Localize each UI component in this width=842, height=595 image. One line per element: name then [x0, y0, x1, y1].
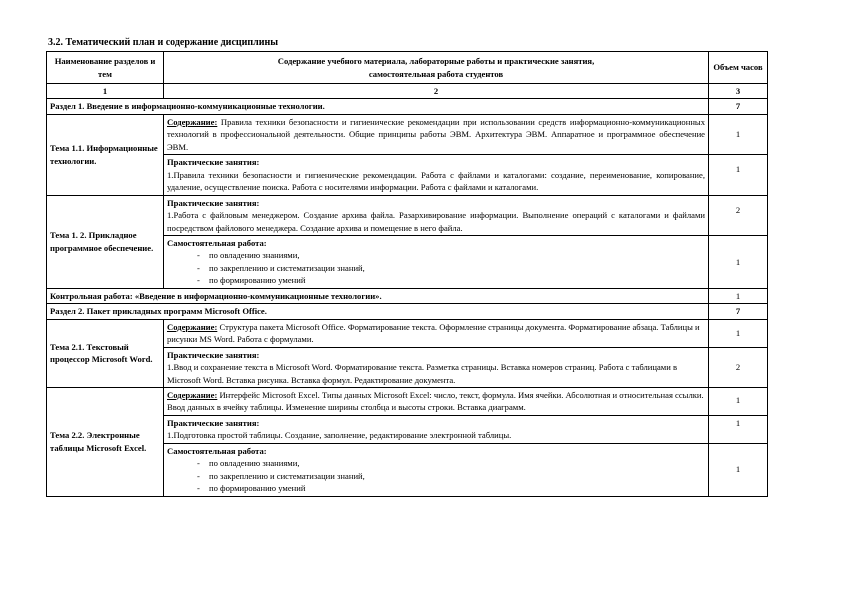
table-row: [47, 195, 768, 235]
topic-2-1-practice-hours: 2: [709, 347, 768, 387]
topic-2-1-content-hours: 1: [709, 319, 768, 347]
control-work-hours: 1: [709, 288, 768, 303]
practice-text: 1.Работа с файловым менеджером. Создание архива файла. Разархивирование информации. Выполнение операций с каталогами и файлами посредством файлового менеджера. Создание архива и помещение в него файла.: [167, 210, 705, 233]
topic-2-2-practice: [164, 415, 709, 443]
self-work-label: Самостоятельная работа:: [167, 237, 267, 248]
content-text: Правила техники безопасности и гигиенические рекомендации при использовании средств информационно-коммуникационных технологий в профессиональной деятельности. Общие принципы работы ЭВМ. Архитектура ЭВМ. Аппаратное и программное обеспечение ЭВМ.: [167, 116, 705, 152]
content-label: Содержание:: [167, 389, 218, 400]
section1-title: Раздел 1. Введение в информационно-коммуникационные технологии.: [47, 99, 709, 114]
content-text: Интерфейс Microsoft Excel. Типы данных Microsoft Excel: число, текст, формула. Имя ячейки. Абсолютная и относительная ссылки. Ввод данных в ячейку таблицы. Изменение ширины столбца и высоты строки. Вставка диаграмм.: [167, 389, 704, 413]
section-row: [47, 304, 768, 319]
header-hours: Объем часов: [709, 52, 768, 84]
practice-text: 1.Ввод и сохранение текста в Microsoft Word. Форматирование текста. Разметка страницы. Вставка номеров страниц. Работа с таблицами в Microsoft Word. Вставка рисунка. Вставка формул. Редактирование документа.: [167, 362, 678, 385]
list-item: - по закреплению и систематизации знаний,: [197, 262, 705, 274]
control-work-title: Контрольная работа: «Введение в информационно-коммуникационные технологии».: [47, 288, 709, 303]
content-text: Структура пакета Microsoft Office. Форматирование текста. Оформление страницы документа. Форматирование абзаца. Таблицы и рисунки MS Word. Работа с формулами.: [167, 321, 700, 345]
content-label: Содержание:: [167, 116, 218, 127]
topic-1-2-self-hours: 1: [709, 235, 768, 288]
header-topics: Наименование разделов и тем: [47, 52, 164, 84]
column-number-row: [47, 84, 768, 99]
practice-text: 1.Правила техники безопасности и гигиенические рекомендации. Работа с файлами и каталогами: создание, переименование, копирование, удаление, осуществление поиска. Работа с носителями информации. Работа с файлами и каталогами.: [167, 169, 705, 193]
topic-2-1-content: [164, 319, 709, 347]
topic-2-2-content: [164, 387, 709, 415]
practice-label: Практические занятия:: [167, 197, 260, 208]
list-item: - по формированию умений: [197, 274, 705, 286]
practice-text: 1.Подготовка простой таблицы. Создание, заполнение, редактирование электронной таблицы.: [167, 430, 512, 441]
topic-1-2-self-work: [164, 235, 709, 288]
thematic-plan-table: [46, 51, 768, 497]
list-item: - по овладению знаниями,: [197, 457, 705, 469]
topic-1-1-practice: [164, 155, 709, 195]
topic-2-2-self-work: [164, 443, 709, 496]
col-number-1: 1: [47, 84, 164, 99]
topic-2-1-name: Тема 2.1. Текстовый процессор Microsoft Word.: [47, 319, 164, 387]
topic-2-1-practice: [164, 347, 709, 387]
topic-2-2-practice-hours: 1: [709, 415, 768, 443]
control-work-row: [47, 288, 768, 303]
section1-hours: 7: [709, 99, 768, 114]
header-content-line1: Содержание учебного материала, лабораторные работы и практические занятия,: [277, 56, 595, 67]
section-heading: 3.2. Тематический план и содержание дисциплины: [48, 37, 279, 48]
topic-1-1-content: [164, 114, 709, 154]
topic-2-2-self-hours: 1: [709, 443, 768, 496]
section-row: [47, 99, 768, 114]
self-work-list: [167, 249, 705, 286]
topic-1-2-practice: [164, 195, 709, 235]
practice-label: Практические занятия:: [167, 349, 260, 360]
topic-1-2-practice-hours: 2: [709, 195, 768, 235]
table-row: [47, 114, 768, 154]
self-work-label: Самостоятельная работа:: [167, 445, 267, 456]
table-row: [47, 319, 768, 347]
practice-label: Практические занятия:: [167, 417, 260, 428]
col-number-2: 2: [164, 84, 709, 99]
table-header-row: [47, 52, 768, 84]
list-item: - по закреплению и систематизации знаний,: [197, 470, 705, 482]
table-row: [47, 387, 768, 415]
section2-title: Раздел 2. Пакет прикладных программ Microsoft Office.: [47, 304, 709, 319]
practice-label: Практические занятия:: [167, 157, 260, 168]
topic-1-1-content-hours: 1: [709, 114, 768, 154]
topic-2-2-content-hours: 1: [709, 387, 768, 415]
topic-1-2-name: Тема 1. 2. Прикладное программное обеспечение.: [47, 195, 164, 288]
topic-1-1-practice-hours: 1: [709, 155, 768, 195]
self-work-list: [167, 457, 705, 494]
list-item: - по овладению знаниями,: [197, 249, 705, 261]
topic-1-1-name: Тема 1.1. Информационные технологии.: [47, 114, 164, 195]
col-number-3: 3: [709, 84, 768, 99]
list-item: - по формированию умений: [197, 482, 705, 494]
header-content-line2: самостоятельная работа студентов: [368, 68, 504, 79]
content-label: Содержание:: [167, 321, 218, 332]
section2-hours: 7: [709, 304, 768, 319]
header-content: [164, 52, 709, 84]
topic-2-2-name: Тема 2.2. Электронные таблицы Microsoft Excel.: [47, 387, 164, 496]
